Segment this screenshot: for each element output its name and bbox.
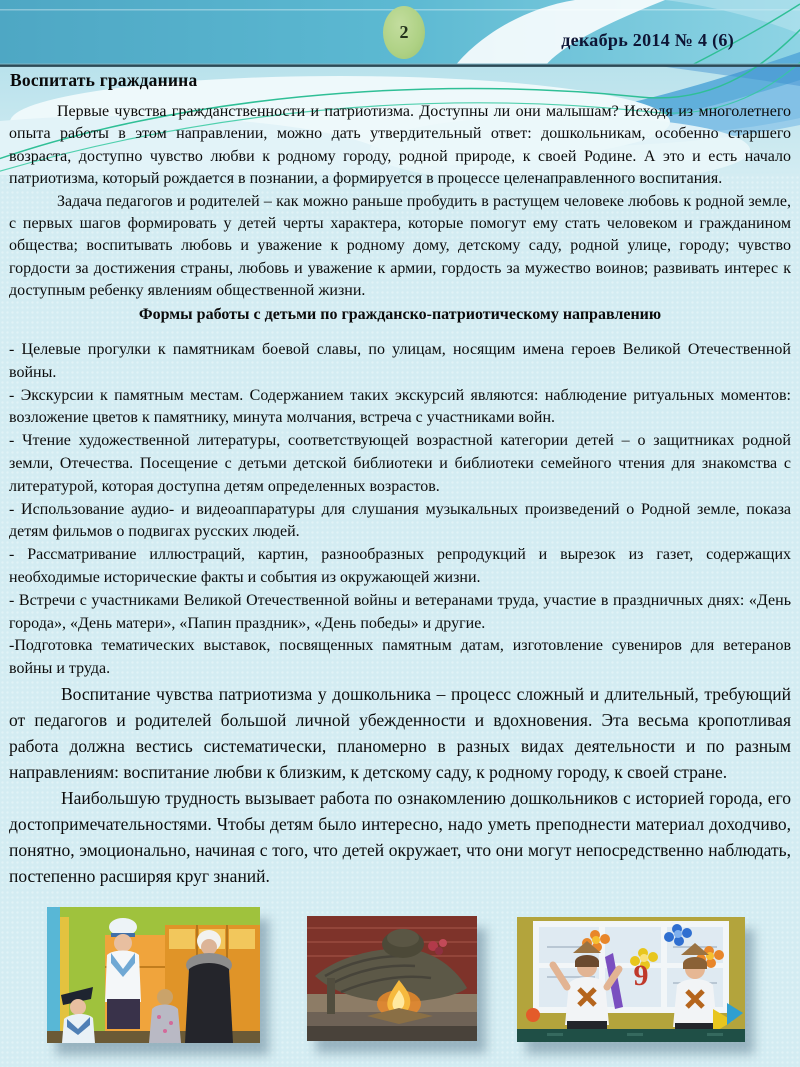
issue-date: декабрь 2014 № 4 (6): [561, 30, 734, 50]
work-forms-list: [9, 339, 791, 681]
page-title: Воспитать гражданина: [10, 70, 198, 90]
list-item: -Подготовка тематических выставок, посвященных памятным датам, изготовление сувениров для ветеранов войны и труда.: [9, 637, 791, 678]
list-item: - Экскурсии к памятным местам. Содержанием таких экскурсий являются: наблюдение ритуальных моментов: возложение цветов к памятнику, минута молчания, встреча с участниками войн.: [9, 386, 791, 427]
header-rule: [0, 65, 800, 67]
sailor-photo-illustration: [47, 907, 260, 1043]
photo-children-sailor-costumes: [47, 907, 260, 1043]
victory-day-illustration: [517, 917, 745, 1042]
page-number: 2: [399, 22, 409, 42]
photo-eternal-flame-memorial: [307, 916, 477, 1041]
paragraph: Воспитание чувства патриотизма у дошкольника – процесс сложный и длительный, требующий от педагогов и родителей большой личной убежденности и вдохновения. Эта весьма кропотливая работа должна вестись систематически, планомерно в разных видах деятельности и по разным направлениям: воспитание любви к близким, к детскому саду, к родному городу, к своей стране.: [9, 684, 791, 783]
list-item: - Рассматривание иллюстраций, картин, разнообразных репродукций и вырезок из газет, содержащих необходимые исторические факты и события из окружающей жизни.: [9, 546, 791, 587]
article-body: [9, 101, 791, 896]
list-item: - Целевые прогулки к памятникам боевой славы, по улицам, носящим имена героев Великой Отечественной войны.: [9, 341, 791, 381]
eternal-flame-illustration: [307, 916, 477, 1041]
victory-day-number: 9: [633, 959, 649, 992]
list-item: - Встречи с участниками Великой Отечественной войны и ветеранами труда, участие в праздничных днях: «День города», «День матери», «Папин праздник», «День победы» и другие.: [9, 591, 791, 632]
list-item: - Использование аудио- и видеоаппаратуры для слушания музыкальных произведений о Родной земле, показа детям фильмов о подвигах русских людей.: [9, 500, 791, 541]
section-heading: Формы работы с детьми по гражданско-патриотическому направлению: [138, 305, 662, 323]
paragraph: Первые чувства гражданственности и патриотизма. Доступны ли они малышам? Исходя из многолетнего опыта работы в этом направлении, можно дать утвердительный ответ: дошкольникам, особенно старшего возраста, доступно чувство любви к родному городу, родной природе, к своей Родине. А это и есть начало патриотизма, который рождается в познании, а формируется в процессе целенаправленного воспитания.: [9, 103, 791, 188]
list-item: - Чтение художественной литературы, соответствующей возрастной категории детей – о защитниках родной земли, Отечества. Посещение с детьми детской библиотеки и библиотеки семейного чтения для знакомства с литературой, которая доступна детям определенных возрастов.: [9, 432, 791, 495]
photo-victory-day-girls: [517, 917, 745, 1042]
paragraph: Задача педагогов и родителей – как можно раньше пробудить в растущем человеке любовь к родной земле, с первых шагов формировать у детей черты характера, которые помогут ему стать человеком и гражданином общества; воспитывать любовь и уважение к родному дому, детскому саду, родной улице, городу; чувство гордости за достижения страны, любовь и уважение к армии, гордость за мужество воинов; развивать интерес к доступным ребенку явлениям общественной жизни.: [9, 192, 791, 300]
page-number-badge: [383, 6, 425, 59]
paragraph: Наибольшую трудность вызывает работа по ознакомлению дошкольников с историей города, его достопримечательностями. Чтобы детям было интересно, надо уметь преподнести материал доходчиво, понятно, эмоционально, начиная с того, что детей окружает, что они могут непосредственно наблюдать, постепенно расширяя круг знаний.: [9, 788, 791, 887]
